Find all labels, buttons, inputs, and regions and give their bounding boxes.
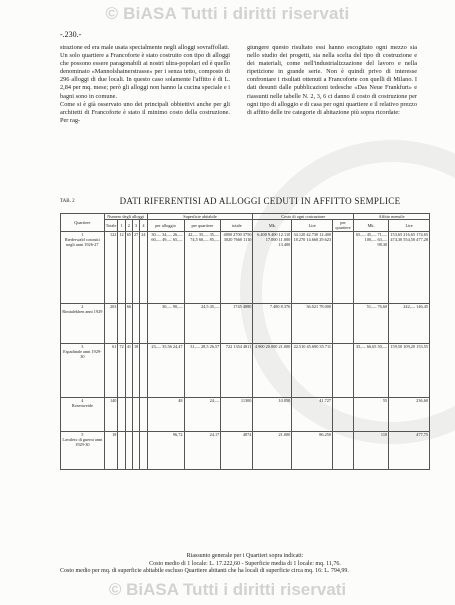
watermark-top: © BiASA Tutti i diritti riservati	[105, 4, 350, 23]
cell-loc3	[132, 303, 139, 343]
cell-mk: 6.400 9.400 12.110 17.000 11.000 13.400	[253, 231, 292, 303]
cell-loc4	[140, 343, 147, 397]
cell-quartiere: 5 Lavaleix di guerra anni 1929-30	[61, 431, 105, 469]
paragraph: giungere questo risultato essi hanno escogitato ogni mezzo sia nello studio dei progetti, sia nella scelta del tipo di costruzione e dei materiali, come nell'industrializzazione del lavoro e nella ripetizione in grande serie. Non è quindi privo di interesse confrontare i risultati ottenuti a Francoforte con quelli di Milano. I dati desunti dalle pubblicazioni tedesche «Das Neue Frankfurt» e riassunti nelle tabelle N. 2, 3, 6 ci danno il costo di costruzione per ogni tipo di alloggio e di casa per ogni quartiere e il relativo prezzo di affitto delle tre categorie di abitazione più sopra ricordate:	[247, 44, 417, 116]
cell-loc2	[125, 397, 132, 431]
cell-affitto-lire: 153,65 216,65 174,65 474,30 554,50 477,28	[389, 231, 430, 303]
cell-per-q	[333, 303, 354, 343]
table-row	[61, 303, 430, 343]
paragraph: Un solo quartiere a Francoforte è stato costruito con tipo di alloggi che possono essere paragonabili ai nostri ultra-popolari ed è quello denominato «Mannolshainerstrasse» per i senza tetto, composto di 296 alloggi di due locali. In questo caso solamente l'affitto è di L. 2,84 per mq. mese; però gli alloggi non hanno la cucina speciale e i bagni sono in comune.	[60, 52, 230, 100]
cell-tot: 1745 4080	[221, 303, 253, 343]
cell-sup-b: 24,17	[184, 431, 221, 469]
cell-mk: 4.900 20.000 21.000	[253, 343, 292, 397]
cell-sup-a: 48	[147, 397, 184, 431]
cell-loc1: 72	[118, 343, 125, 397]
summary-block	[60, 553, 430, 576]
cell-affitto-mk: 51,— 76,60	[354, 303, 389, 343]
header-affitto: Affitto mensile	[354, 214, 430, 220]
cell-loc1: 12	[118, 231, 125, 303]
header-lire2: Lire	[389, 220, 430, 231]
cell-tot: 11300	[221, 397, 253, 431]
cell-tot: 4800 2700 3750 3020 7660 1110	[221, 231, 253, 303]
cell-mk: 7.480 8.376	[253, 303, 292, 343]
header-totale: Totale	[104, 220, 118, 231]
cell-totale: 18	[104, 431, 118, 469]
cell-sup-b: 42,— 35,— 35,— 74,5 60,— 85,—	[184, 231, 221, 303]
cell-totale: 61	[104, 343, 118, 397]
cell-sup-b: 31,— 28,5 26,57	[184, 343, 221, 397]
cell-loc1	[118, 397, 125, 431]
cell-affitto-lire: 159,50 109,20 153,55	[389, 343, 430, 397]
header-lire: Lire	[292, 220, 333, 231]
paragraph: strazione ed era male usata specialmente negli alloggi sovraffollati.	[60, 44, 230, 51]
summary-line: Costo medio per mq. di superficie abitabile escluso Quartiere abitanti che ha locali di superficie circa mq. 16: L. 794,99.	[60, 568, 349, 575]
cell-mk: 10.050	[253, 397, 292, 431]
header-mk: Mk.	[253, 220, 292, 231]
table-row	[61, 231, 430, 303]
cell-sup-a: 30,— 90,—	[147, 303, 184, 343]
cell-affitto-lire: 236,60	[389, 397, 430, 431]
cell-lire: 34.120 42.730 12.400 18.270 14.660 29.623	[292, 231, 333, 303]
cell-totale: 122	[104, 231, 118, 303]
cell-loc2	[125, 431, 132, 469]
cell-loc1	[118, 303, 125, 343]
cell-per-q	[333, 431, 354, 469]
cell-affitto-lire: 477,75	[389, 431, 430, 469]
cell-loc4: 24	[140, 231, 147, 303]
left-text-column	[60, 44, 230, 125]
table-row	[61, 397, 430, 431]
cell-per-q	[333, 397, 354, 431]
header-numero: Numero degli alloggi	[104, 214, 147, 220]
cell-lire: 41.727	[292, 397, 333, 431]
cell-sup-b: 24,5 45,—	[184, 303, 221, 343]
cell-loc3	[132, 431, 139, 469]
cell-loc2: 41	[125, 343, 132, 397]
table-title: DATI RIFERENTISI AD ALLOGGI CEDUTI IN AFFITTO SEMPLICE	[119, 196, 401, 206]
cell-tot: 722 1354 4811	[221, 343, 253, 397]
cell-lire: 36.021 78.000	[292, 303, 333, 343]
cell-affitto-mk: 55	[354, 397, 389, 431]
cell-sup-b: 24,—	[184, 397, 221, 431]
cell-affitto-mk: 110	[354, 431, 389, 469]
data-table	[60, 213, 430, 470]
summary-title: Riassunto generale per i Quartieri sopra indicati:	[186, 553, 304, 559]
header-per-alloggio: per alloggio	[147, 220, 184, 231]
cell-per-q	[333, 343, 354, 397]
cell-tot: 4874	[221, 431, 253, 469]
header-mk2: Mk.	[354, 220, 389, 231]
cell-loc2: 65	[125, 231, 132, 303]
header-loc4: 4	[140, 220, 147, 231]
cell-affitto-lire: 242,— 146,45	[389, 303, 430, 343]
cell-loc3	[132, 397, 139, 431]
cell-quartiere: 4 Rosenweide	[61, 397, 105, 431]
cell-quartiere: 3 Espadinale anni 1929-30	[61, 343, 105, 397]
header-totale-sup: totale	[221, 220, 253, 231]
cell-quartiere: 1 Riederwald costruiti negli anni 1926-27	[61, 231, 105, 303]
table-label: TAB. 2	[60, 199, 75, 204]
cell-sup-a: 23,— 35,56 24,47	[147, 343, 184, 397]
cell-totale: 203	[104, 303, 118, 343]
watermark-bottom: © BiASA Tutti i diritti riservati	[108, 580, 347, 599]
right-text-column	[247, 44, 417, 117]
header-loc1: 1	[118, 220, 125, 231]
cell-loc3: 27	[132, 231, 139, 303]
cell-loc4	[140, 431, 147, 469]
header-costo: Costo di ogni costruzione	[253, 214, 354, 220]
summary-line: Costo medio di 1 locale: L. 17.222,60 - Superficie media di 1 locale: mq. 11,76.	[149, 560, 341, 567]
header-loc2: 2	[125, 220, 132, 231]
header-per-quartiere-costo: per quartiere	[333, 220, 354, 231]
page-number: -.230.-	[60, 30, 82, 39]
cell-sup-a: 30.— 34,— 26,— 60,— 49,— 65,—	[147, 231, 184, 303]
cell-lire: 86.250	[292, 431, 333, 469]
cell-totale: 140	[104, 397, 118, 431]
cell-per-q	[333, 231, 354, 303]
cell-loc4	[140, 303, 147, 343]
cell-loc3: 18	[132, 343, 139, 397]
header-loc3: 3	[132, 220, 139, 231]
header-per-quartiere: per quartiere	[184, 220, 221, 231]
header-quartiere: Quartiere	[61, 214, 105, 232]
table-row	[61, 343, 430, 397]
cell-affitto-mk: 65,— 45,— 71,— 100,— 63,— 98,30	[354, 231, 389, 303]
cell-loc2: 66	[125, 303, 132, 343]
cell-loc1	[118, 431, 125, 469]
cell-quartiere: 2 Rimtalekhen anni 1929	[61, 303, 105, 343]
paragraph: Come si è già osservato uno dei principali obbiettivi anche per gli architetti di Francoforte è stato il minimo costo della costruzione. Per rag-	[60, 100, 230, 124]
table-row	[61, 431, 430, 469]
cell-loc4	[140, 397, 147, 431]
cell-lire: 22.510 45.690 35.711	[292, 343, 333, 397]
header-superficie: Superficie abitabile	[147, 214, 253, 220]
cell-mk: 21.000	[253, 431, 292, 469]
cell-sup-a: 96,72	[147, 431, 184, 469]
cell-affitto-mk: 35,— 66,65 50,—	[354, 343, 389, 397]
